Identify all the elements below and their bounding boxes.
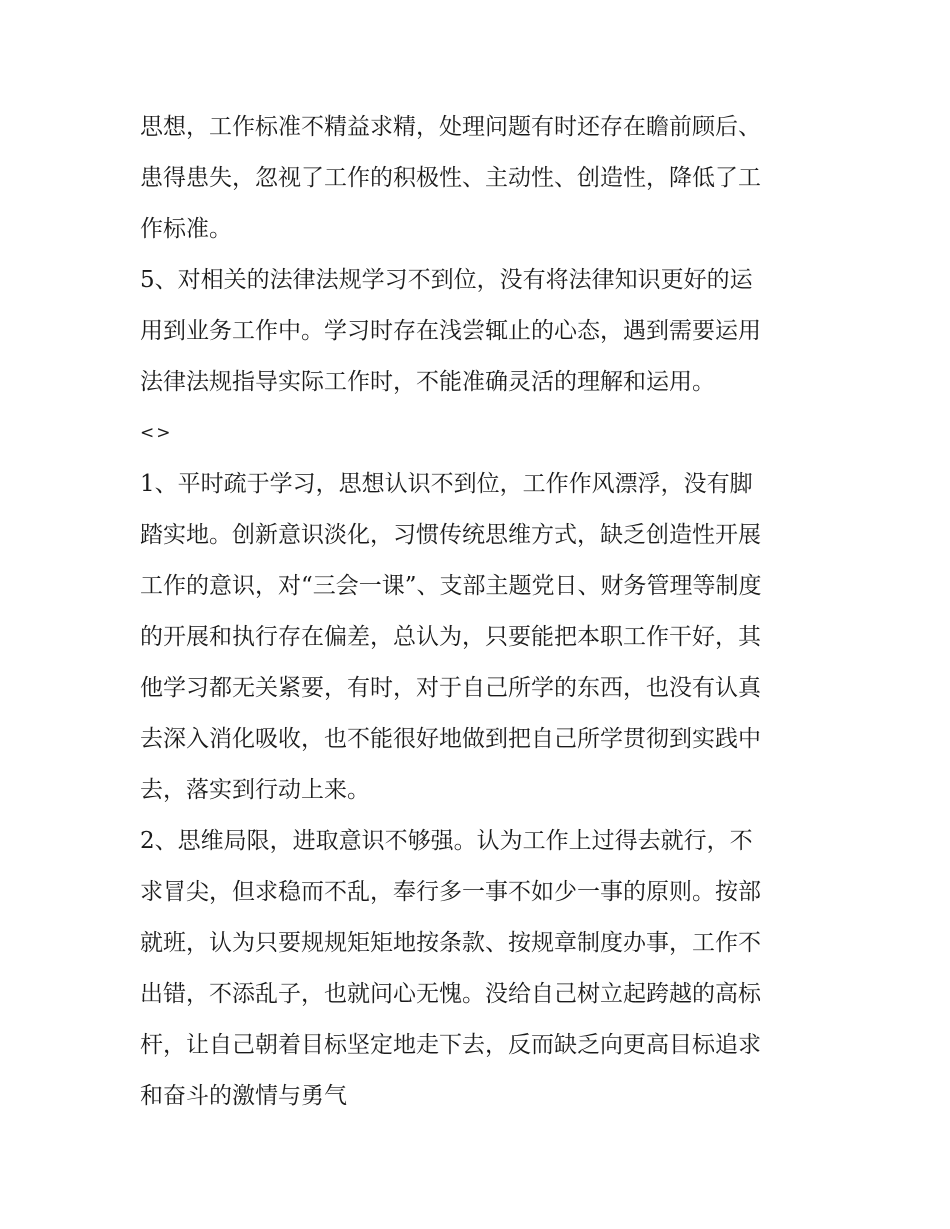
text-line: 1、平时疏于学习，思想认识不到位，工作作风漂浮，没有脚	[140, 471, 753, 497]
text-line: 求冒尖，但求稳而不乱，奉行多一事不如少一事的原则。按部	[140, 879, 761, 905]
document-body	[140, 102, 820, 1122]
text-line: 出错，不添乱子，也就问心无愧。没给自己树立起跨越的高标	[140, 981, 761, 1007]
text-line: 去深入消化吸收，也不能很好地做到把自己所学贯彻到实践中	[140, 726, 761, 752]
text-line: 去，落实到行动上来。	[140, 777, 370, 803]
text-line: 法律法规指导实际工作时，不能准确灵活的理解和运用。	[140, 369, 715, 395]
text-line: 思想，工作标准不精益求精，处理问题有时还存在瞻前顾后、	[140, 114, 761, 140]
text-line: 工作的意识，对“三会一课”、支部主题党日、财务管理等制度	[140, 573, 762, 599]
text-line: 踏实地。创新意识淡化，习惯传统思维方式，缺乏创造性开展	[140, 522, 761, 548]
text-line: 的开展和执行存在偏差，总认为，只要能把本职工作干好，其	[140, 624, 761, 650]
text-line: 用到业务工作中。学习时存在浅尝辄止的心态，遇到需要运用	[140, 318, 761, 344]
text-line: 杆，让自己朝着目标坚定地走下去，反而缺乏向更高目标追求	[140, 1032, 761, 1058]
placeholder-marker: <>	[140, 423, 173, 443]
text-line: 他学习都无关紧要，有时，对于自己所学的东西，也没有认真	[140, 675, 761, 701]
text-line: 作标准。	[140, 216, 232, 242]
text-line: 患得患失，忽视了工作的积极性、主动性、创造性，降低了工	[140, 165, 761, 191]
text-line: 就班，认为只要规规矩矩地按条款、按规章制度办事，工作不	[140, 930, 761, 956]
text-line: 和奋斗的激情与勇气	[140, 1083, 347, 1109]
text-line: 5、对相关的法律法规学习不到位，没有将法律知识更好的运	[140, 267, 753, 293]
text-line: 2、思维局限，进取意识不够强。认为工作上过得去就行，不	[140, 828, 753, 854]
